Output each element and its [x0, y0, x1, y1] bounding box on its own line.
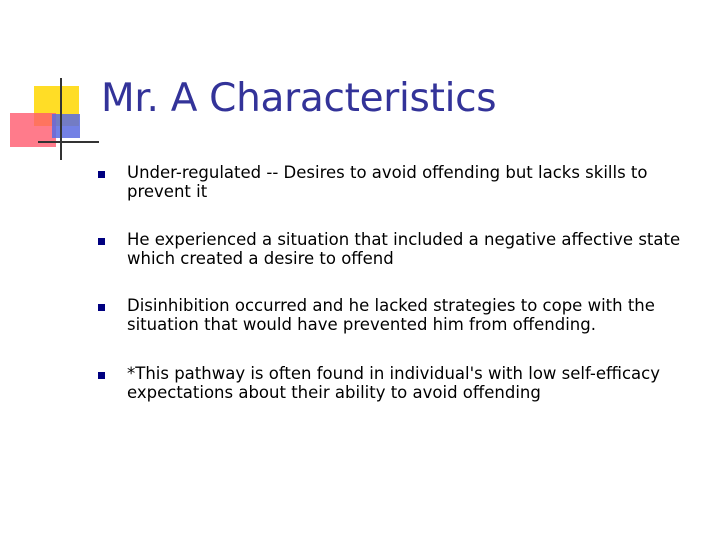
bullet-square-icon [98, 372, 105, 379]
slide-title: Mr. A Characteristics [101, 76, 497, 121]
bullet-text: Disinhibition occurred and he lacked strategies to cope with the situation that would have prevented him from offending. [127, 296, 655, 334]
bullet-square-icon [98, 238, 105, 245]
bullet-square-icon [98, 171, 105, 178]
bullet-text: *This pathway is often found in individual's with low self-efficacy expectations about their ability to avoid offending [127, 364, 660, 402]
bullet-text: He experienced a situation that included a negative affective state which created a desire to offend [127, 230, 681, 268]
bullet-text: Under-regulated -- Desires to avoid offending but lacks skills to prevent it [127, 163, 648, 201]
bullet-square-icon [98, 304, 105, 311]
